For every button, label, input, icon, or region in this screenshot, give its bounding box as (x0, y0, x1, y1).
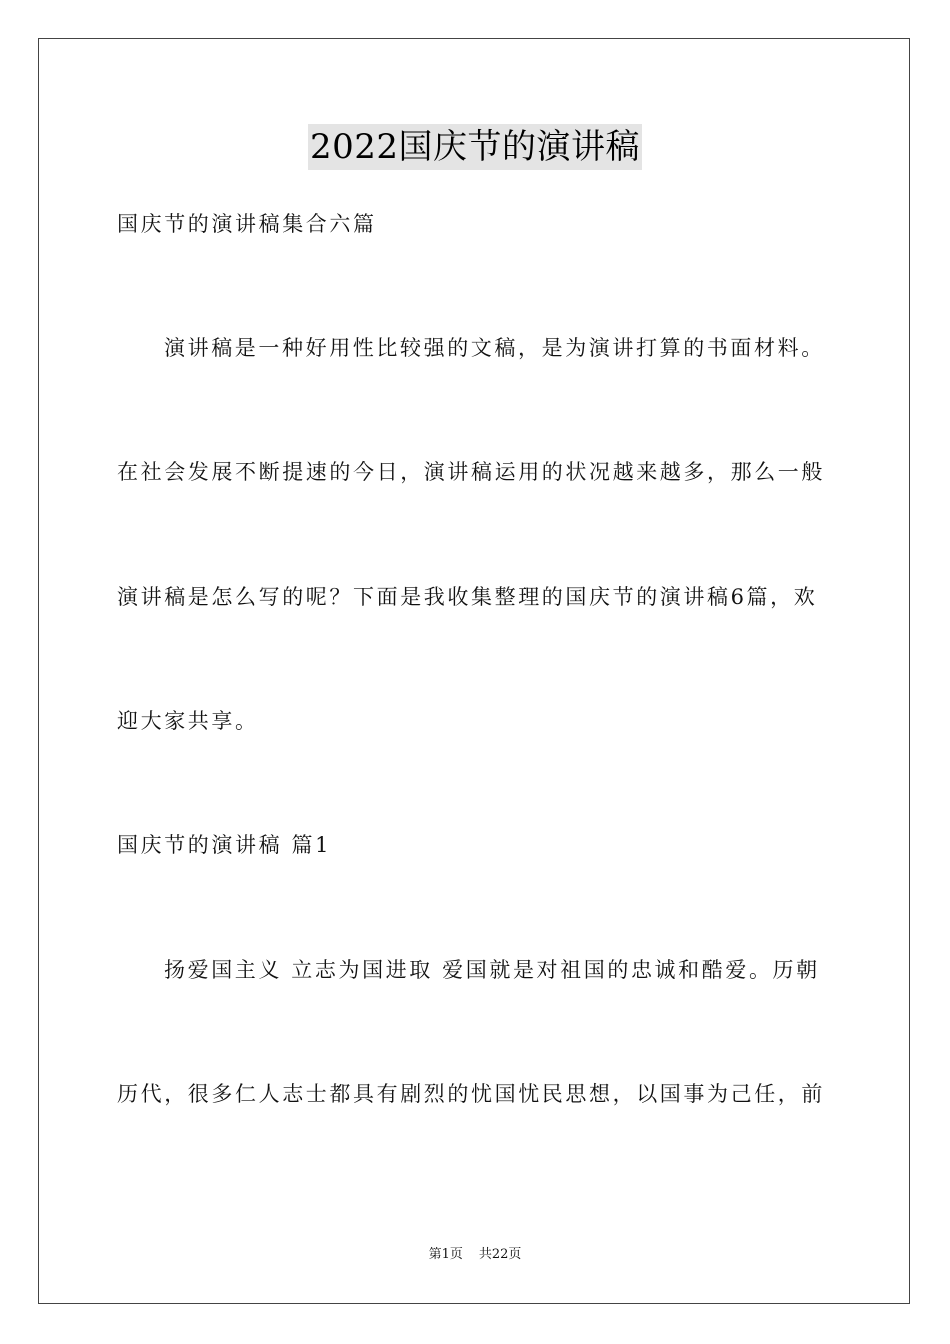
section-heading: 国庆节的演讲稿 篇1 (117, 833, 332, 857)
paragraph-line: 历代，很多仁人志士都具有剧烈的忧国忧民思想，以国事为己任，前 (117, 1082, 825, 1106)
subtitle-line: 国庆节的演讲稿集合六篇 (117, 212, 377, 236)
paragraph-line: 演讲稿是怎么写的呢？下面是我收集整理的国庆节的演讲稿6篇，欢 (117, 585, 818, 609)
paragraph-line: 迎大家共享。 (117, 709, 259, 733)
document-title: 2022国庆节的演讲稿 (308, 124, 642, 170)
paragraph-line: 在社会发展不断提速的今日，演讲稿运用的状况越来越多，那么一般 (117, 460, 825, 484)
document-title-wrapper (0, 124, 950, 170)
page-footer (0, 1246, 950, 1264)
paragraph-line: 演讲稿是一种好用性比较强的文稿，是为演讲打算的书面材料。 (164, 336, 825, 360)
paragraph-line: 扬爱国主义 立志为国进取 爱国就是对祖国的忠诚和酷爱。历朝 (164, 958, 820, 982)
page-total: 共22页 (478, 1247, 522, 1262)
page-number: 第1页 (428, 1247, 463, 1262)
